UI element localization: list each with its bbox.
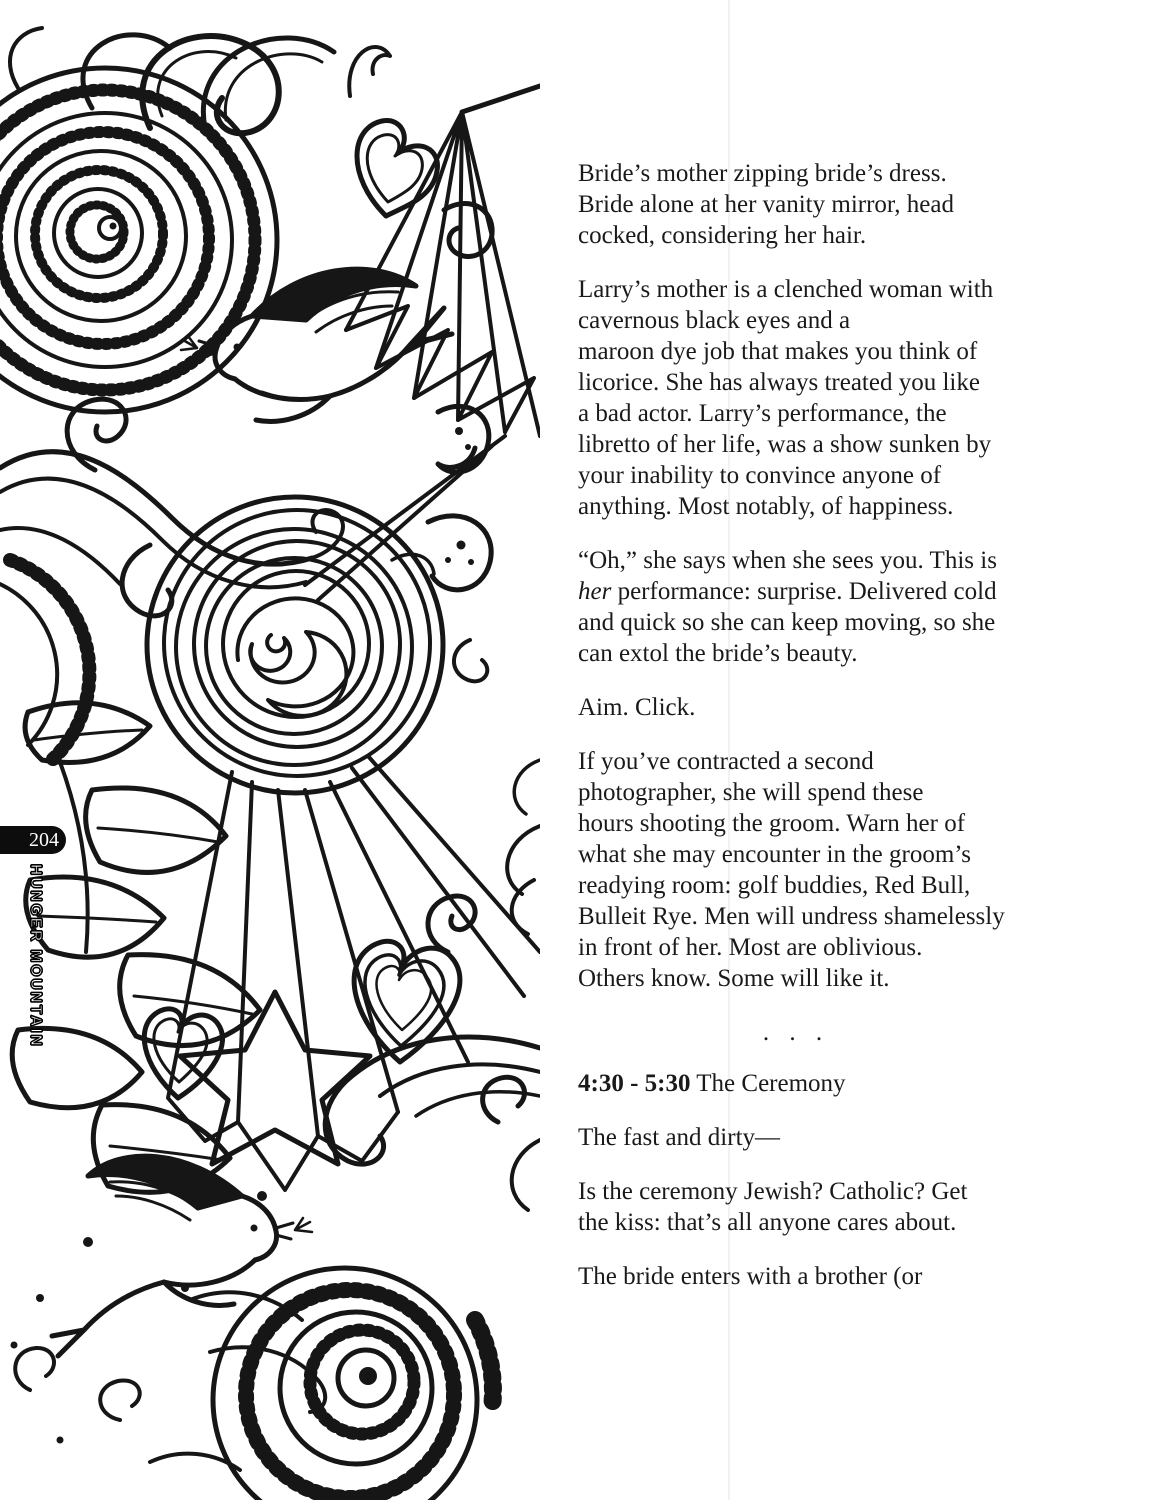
text-line-rest: performance: surprise. Delivered cold bbox=[611, 578, 997, 605]
text-line: Bulleit Rye. Men will undress shamelessly bbox=[578, 903, 1005, 930]
text-line: Is the ceremony Jewish? Catholic? Get bbox=[578, 1178, 968, 1205]
paragraph bbox=[578, 1261, 1014, 1292]
italic-word: her bbox=[578, 578, 612, 605]
paragraph bbox=[578, 545, 1014, 669]
text-line: your inability to convince anyone of bbox=[578, 462, 942, 489]
text-line: in front of her. Most are oblivious. bbox=[578, 934, 923, 961]
text-line: The fast and dirty— bbox=[578, 1124, 781, 1151]
text-line: the kiss: that’s all anyone cares about. bbox=[578, 1209, 957, 1236]
paragraph bbox=[578, 1122, 1014, 1153]
text-line: maroon dye job that makes you think of bbox=[578, 338, 978, 365]
text-line bbox=[578, 576, 1014, 607]
text-line: If you’ve contracted a second bbox=[578, 748, 874, 775]
text-line: Aim. Click. bbox=[578, 694, 696, 721]
paragraph bbox=[578, 274, 1014, 522]
text-line: “Oh,” she says when she sees you. This is bbox=[578, 547, 997, 574]
text-line: and quick so she can keep moving, so she bbox=[578, 609, 996, 636]
schedule-heading bbox=[578, 1068, 1014, 1099]
text-line: readying room: golf buddies, Red Bull, bbox=[578, 872, 971, 899]
text-line: Bride’s mother zipping bride’s dress. bbox=[578, 160, 947, 187]
paragraph bbox=[578, 1176, 1014, 1238]
page-number: 204 bbox=[29, 829, 59, 851]
time-range: 4:30 - 5:30 bbox=[578, 1070, 691, 1097]
text-line: photographer, she will spend these bbox=[578, 779, 924, 806]
text-line: libretto of her life, was a show sunken by bbox=[578, 431, 992, 458]
snake-coil-motif bbox=[0, 68, 277, 412]
text-line: Bride alone at her vanity mirror, head bbox=[578, 191, 954, 218]
section-separator: . . . bbox=[762, 1019, 830, 1046]
magazine-title-vertical: HUNGER MOUNTAIN bbox=[27, 864, 44, 1048]
text-line: cocked, considering her hair. bbox=[578, 222, 867, 249]
text-line: anything. Most notably, of happiness. bbox=[578, 493, 954, 520]
text-line: hours shooting the groom. Warn her of bbox=[578, 810, 966, 837]
snail-spiral bbox=[213, 1268, 493, 1500]
rosette-spiral bbox=[147, 497, 443, 793]
text-line: a bad actor. Larry’s performance, the bbox=[578, 400, 947, 427]
text-line: what she may encounter in the groom’s bbox=[578, 841, 971, 868]
paragraph bbox=[578, 692, 1014, 723]
nested-hearts bbox=[144, 941, 460, 1098]
doodle-illustration bbox=[0, 0, 540, 1500]
text-line: Others know. Some will like it. bbox=[578, 965, 890, 992]
paragraph bbox=[578, 746, 1014, 994]
text-line: Larry’s mother is a clenched woman with bbox=[578, 276, 994, 303]
text-line: can extol the bride’s beauty. bbox=[578, 640, 858, 667]
paisley-dotted bbox=[392, 406, 491, 590]
page-number-badge bbox=[0, 826, 66, 854]
text-line: cavernous black eyes and a bbox=[578, 307, 851, 334]
text-line: The bride enters with a brother (or bbox=[578, 1263, 923, 1290]
paragraph bbox=[578, 158, 1014, 251]
text-line: licorice. She has always treated you like bbox=[578, 369, 980, 396]
article-text-column bbox=[578, 158, 1014, 1315]
left-edge-arcs bbox=[0, 560, 89, 760]
heading-title: The Ceremony bbox=[690, 1070, 846, 1097]
